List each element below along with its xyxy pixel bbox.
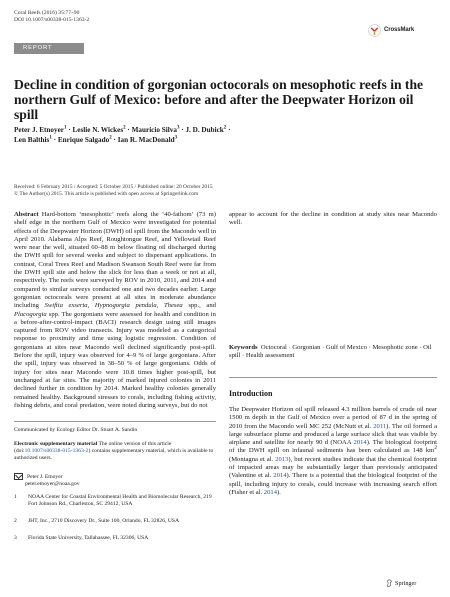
affiliation: 3 Florida State University, Tallahassee, FL 32306, USA (14, 535, 149, 541)
crossmark-label: CrossMark (384, 27, 415, 33)
article-title: Decline in condition of gorgonian octocorals on mesophotic reefs in the northern Gulf of Mexico: before and after the Deepwater Horizon oil spill (14, 77, 424, 123)
author[interactable]: Ian R. MacDonald$^3$ (117, 135, 178, 144)
citation-link[interactable]: 2014 (353, 439, 367, 447)
contact-name: Peter J. Etnoyer (27, 473, 63, 480)
esm-doi-link[interactable]: 10.1007/s00338-015-1363-2 (24, 448, 89, 455)
author[interactable]: J. D. Dubick$^2$ · (185, 125, 231, 134)
keywords-label: Keywords (229, 344, 258, 351)
abstract-column-left: Abstract Hard-bottom ‘mesophotic’ reefs along the ‘40-fathom’ (73 m) shelf edge in the northern Gulf of Mexico were investigated for potential effects of the Deepwater Horizon (DWH) oil spill from the Macondo well in April 2010. Alabama Alps Reef, Roughtongue Reef, and Yellowtail Reef were near the well, situated 60–88 m below floating oil discharged during the DWH spill for several weeks and subject to dispersant applications. In contrast, Coral Trees Reef and Madison Swanson South Reef were far from the DWH spill site and below the slick for less than a week or not at all, respectively. The reefs were surveyed by ROV in 2010, 2011, and 2014 and compared to similar surveys conducted one and two decades earlier. Large gorgonian octocorals were present at all sites in moderate abundance including Swiftia exserta, Hypnogorgia pendula, Thesea spp., and Placogorgia spp. The gorgonians were assessed for health and condition in a before-after-control-impact (BACI) research design using still images captured from ROV video transects. Injury was modeled as a categorical response to proximity and time using logistic regression. Condition of gorgonians at sites near Macondo well declined significantly post-spill. Before the spill, injury was observed for 4–9 % of large gorgonians. After the spill, injury was observed in 38–50 % of large gorgonians. Odds of injury for sites near Macondo were 10.8 times higher post-spill, but unchanged at far sites. The majority of marked injured colonies in 2011 declined further in condition by 2014. Marked healthy colonies generally remained healthy. Background stresses to corals, including fishing activity, fishing debris, and coral predation, were noted during surveys, but do not (14, 211, 217, 409)
footnote-divider (14, 421, 216, 422)
affiliation: 2 JHT, Inc., 2710 Discovery Dr., Suite 100, Orlando, FL 32826, USA (14, 518, 180, 524)
publisher-name: Springer (395, 579, 417, 587)
envelope-icon (14, 473, 23, 480)
springer-horse-icon (386, 579, 393, 587)
introduction-text: The Deepwater Horizon oil spill released 4.3 million barrels of crude oil near 1500 m depth in the Gulf of Mexico over a period of 87 d in the spring of 2010 from the Macondo well MC 252 (McNutt et al. 2011). The oil formed a large subsurface plume and produced a large surface slick that was visible by airplane and satellite for nearly 90 d (NOAA 2014). The biological footprint of the DWH spill on infaunal sediments has been calculated as 148 $km^2$ (Montagna et al. 2013), but recent studies indicate that the chemical footprint of impacted areas may be substantially larger than previously anticipated (Valentine et al. 2014). There is a potential that the biological footprint of the spill, including injury to corals, could increase with increasing search effort (Fisher et al. 2014). (229, 406, 438, 496)
divider (229, 377, 437, 378)
affiliation: 1 NOAA Center for Coastal Environmental Health and Biomolecular Research, 219 Fort Johnson Rd., Charleston, SC 29412, USA (14, 494, 212, 508)
publisher-logo (386, 579, 416, 587)
abstract-column-right: appear to account for the decline in condition at study sites near Macondo well. (229, 211, 437, 227)
citation-link[interactable]: 2014 (273, 472, 287, 480)
contact-email[interactable]: peter.etnoyer@noaa.gov (25, 480, 80, 487)
corresponding-author (14, 473, 214, 488)
publication-dates (14, 184, 434, 198)
introduction-heading: Introduction (229, 389, 273, 398)
journal-doi: DOI 10.1007/s00338-015-1363-2 (14, 17, 90, 24)
citation-link[interactable]: 2011 (373, 422, 387, 430)
author[interactable]: Peter J. Etnoyer$^1$ · (14, 125, 73, 134)
citation-link[interactable]: 2014 (263, 488, 277, 496)
author[interactable]: Leslie N. Wickes$^2$ · (72, 125, 132, 134)
keywords-list: Octocoral · Gorgonian · Gulf of Mexico · Mesophotic zone · Oil spill · Health assessment (229, 344, 432, 360)
esm-label: Electronic supplementary material (14, 441, 98, 447)
keywords (229, 344, 437, 361)
author[interactable]: Len Balthis$^1$ · (14, 135, 58, 144)
received-dates: Received: 6 February 2015 / Accepted: 5 October 2015 / Published online: 20 October 2015 (14, 184, 213, 190)
journal-header (14, 10, 89, 24)
citation-link[interactable]: 2013 (275, 455, 289, 463)
license-notice: © The Author(s) 2015. This article is published with open access at Springerlink.com (14, 191, 199, 198)
crossmark-badge[interactable] (368, 22, 438, 38)
communicated-by: Communicated by Ecology Editor Dr. Stuart A. Sandin (14, 427, 138, 433)
supplementary-note: Electronic supplementary material The online version of this article (doi:10.1007/s00338-015-1363-2) contains supplementary material, which is available to authorized users. (14, 441, 214, 462)
crossmark-icon (368, 24, 381, 37)
author[interactable]: Mauricio Silva$^3$ · (131, 125, 186, 134)
author[interactable]: Enrique Salgado$^2$ · (57, 135, 118, 144)
author-list (14, 126, 424, 145)
journal-citation: Coral Reefs (2016) 35:77–90 (14, 10, 80, 16)
section-label: REPORT (14, 43, 84, 54)
